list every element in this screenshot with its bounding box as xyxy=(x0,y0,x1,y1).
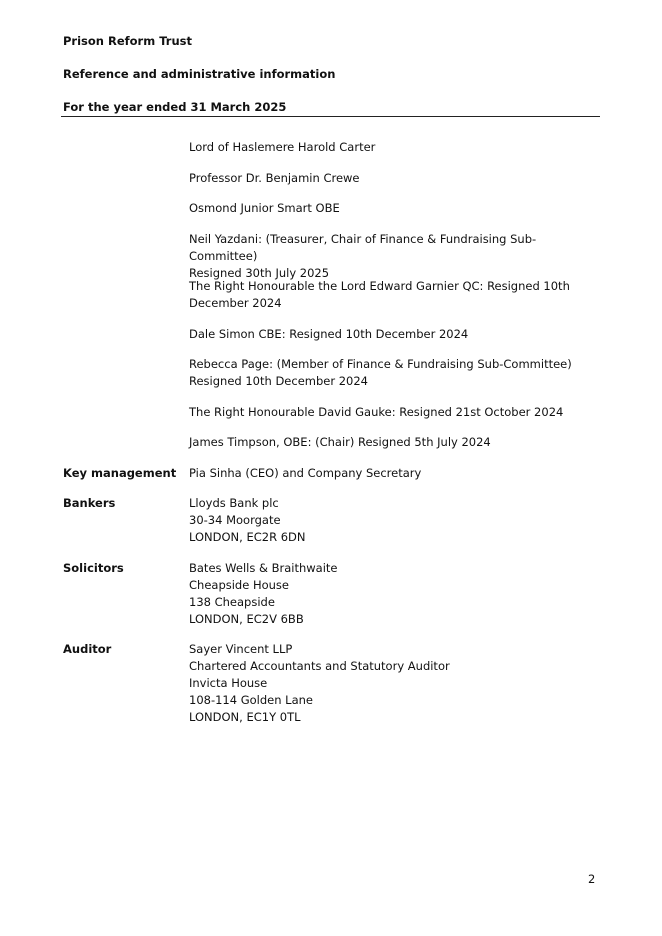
organisation-name: Prison Reform Trust xyxy=(63,34,192,48)
address-line: Cheapside House xyxy=(189,578,289,592)
trustee-entry xyxy=(189,139,599,156)
address-line: LONDON, EC2R 6DN xyxy=(189,530,306,544)
header-divider xyxy=(61,116,600,117)
trustee-entry xyxy=(189,278,599,312)
trustee-line: The Right Honourable the Lord Edward Garnier QC: Resigned 10th xyxy=(189,279,570,293)
trustee-entry xyxy=(189,326,599,343)
solicitors-label: Solicitors xyxy=(63,561,124,575)
address-line: 138 Cheapside xyxy=(189,595,275,609)
trustee-entry xyxy=(189,434,599,451)
trustee-line: Resigned 10th December 2024 xyxy=(189,374,368,388)
trustee-entry xyxy=(189,356,599,390)
trustee-line: December 2024 xyxy=(189,296,282,310)
trustee-line: The Right Honourable David Gauke: Resigned 21st October 2024 xyxy=(189,405,564,419)
key-management-label: Key management xyxy=(63,466,177,480)
address-line: LONDON, EC2V 6BB xyxy=(189,612,304,626)
key-management-value xyxy=(189,465,599,482)
trustee-line: Professor Dr. Benjamin Crewe xyxy=(189,171,360,185)
trustee-entry xyxy=(189,200,599,217)
address-line: 30-34 Moorgate xyxy=(189,513,281,527)
report-title: Reference and administrative information xyxy=(63,67,336,81)
trustee-line: Rebecca Page: (Member of Finance & Fundraising Sub-Committee) xyxy=(189,357,572,371)
address-line: Bates Wells & Braithwaite xyxy=(189,561,338,575)
address-line: Chartered Accountants and Statutory Auditor xyxy=(189,659,450,673)
address-line: Invicta House xyxy=(189,676,268,690)
trustee-line: Resigned 30th July 2025 xyxy=(189,266,330,280)
page-number: 2 xyxy=(588,872,596,886)
bankers-label: Bankers xyxy=(63,496,116,510)
address-line: Lloyds Bank plc xyxy=(189,496,279,510)
address-line: Sayer Vincent LLP xyxy=(189,642,293,656)
address-line: LONDON, EC1Y 0TL xyxy=(189,710,301,724)
key-management-line: Pia Sinha (CEO) and Company Secretary xyxy=(189,466,422,480)
auditor-label: Auditor xyxy=(63,642,112,656)
bankers-address xyxy=(189,495,599,546)
trustee-entry xyxy=(189,404,599,421)
auditor-address xyxy=(189,641,599,726)
report-period: For the year ended 31 March 2025 xyxy=(63,100,287,114)
address-line: 108-114 Golden Lane xyxy=(189,693,313,707)
trustee-line: James Timpson, OBE: (Chair) Resigned 5th July 2024 xyxy=(189,435,491,449)
trustee-entry xyxy=(189,231,599,282)
solicitors-address xyxy=(189,560,599,628)
trustee-entry xyxy=(189,170,599,187)
trustee-line: Dale Simon CBE: Resigned 10th December 2024 xyxy=(189,327,469,341)
trustee-line: Lord of Haslemere Harold Carter xyxy=(189,140,376,154)
trustee-line: Neil Yazdani: (Treasurer, Chair of Finance & Fundraising Sub-Committee) xyxy=(189,232,537,263)
trustee-line: Osmond Junior Smart OBE xyxy=(189,201,340,215)
